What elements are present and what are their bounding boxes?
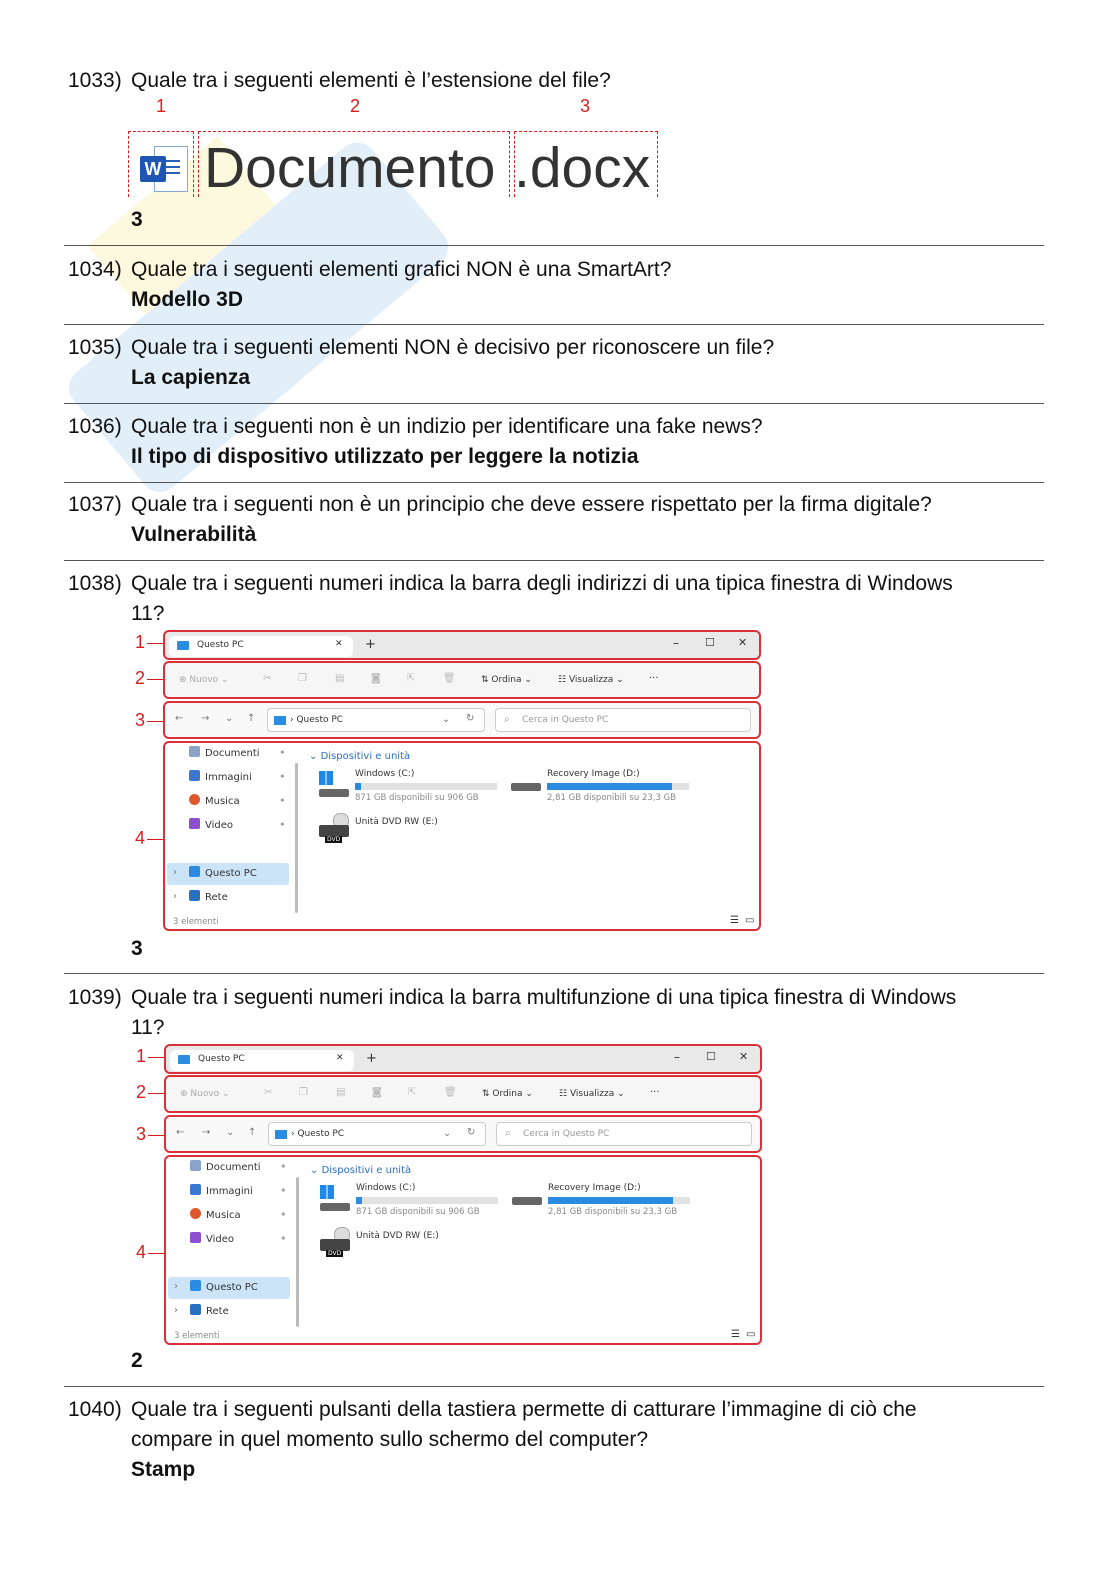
paste-icon[interactable]: ▤ <box>335 673 345 684</box>
sidebar-scrollbar[interactable] <box>295 763 298 913</box>
drive-icon <box>319 789 349 797</box>
section-header[interactable]: ⌄ Dispositivi e unità <box>309 751 411 762</box>
delete-icon[interactable]: 🗑 <box>444 1087 457 1098</box>
question-text-continued: compare in quel momento sullo schermo del computer? <box>131 1428 649 1451</box>
minimize-icon[interactable]: – <box>674 1050 680 1064</box>
question-text: Quale tra i seguenti non è un principio che deve essere rispettato per la firma digitale? <box>131 493 932 516</box>
file-extension: .docx <box>514 136 651 200</box>
sort-button[interactable]: ⇅ Ordina ⌄ <box>482 1089 533 1099</box>
figure-label-2: 2 <box>135 668 146 688</box>
ribbon-toolbar <box>163 661 761 699</box>
explorer-screenshot-figure <box>130 628 765 932</box>
status-bar-count: 3 elementi <box>174 1331 220 1341</box>
separator <box>64 482 1044 483</box>
answer: Modello 3D <box>131 288 244 311</box>
up-icon[interactable]: ↑ <box>248 1127 257 1138</box>
pin-icon: ✦ <box>279 772 286 781</box>
drive-icon <box>511 783 541 791</box>
answer: 3 <box>131 208 143 231</box>
question-text: Quale tra i seguenti elementi grafici NON è una SmartArt? <box>131 258 672 281</box>
back-icon[interactable]: ← <box>175 713 184 724</box>
separator <box>64 245 1044 246</box>
title-bar <box>164 1044 762 1074</box>
question-text: Quale tra i seguenti numeri indica la barra multifunzione di una tipica finestra di Windows <box>131 986 957 1009</box>
tiles-view-icon[interactable]: ▭ <box>745 915 755 926</box>
sidebar-item-documenti[interactable]: Documenti <box>189 744 260 764</box>
question-number: 1039) <box>68 986 122 1009</box>
expand-icon[interactable]: › <box>174 1305 178 1316</box>
up-icon[interactable]: ↑ <box>247 713 256 724</box>
monitor-icon <box>274 716 286 725</box>
search-icon: ⌕ <box>505 1128 511 1139</box>
sidebar-item-immagini[interactable]: Immagini <box>190 1182 253 1202</box>
figure-label-4: 4 <box>136 1242 147 1262</box>
view-button[interactable]: ☷ Visualizza ⌄ <box>559 1089 625 1099</box>
new-tab-icon[interactable]: + <box>365 637 376 652</box>
more-options-icon[interactable]: ··· <box>650 1087 660 1098</box>
question-text: Quale tra i seguenti elementi è l’estensione del file? <box>131 69 611 92</box>
storage-bar <box>356 1197 498 1204</box>
content-area <box>164 1155 762 1345</box>
question-text-continued: 11? <box>131 602 165 625</box>
question-text-continued: 11? <box>131 1016 165 1039</box>
close-tab-icon[interactable]: ✕ <box>336 1053 344 1063</box>
answer: 3 <box>131 937 143 960</box>
address-dropdown-icon[interactable]: ⌄ <box>443 1128 452 1139</box>
forward-icon[interactable]: → <box>202 1127 211 1138</box>
rename-icon[interactable]: ◙ <box>372 1087 382 1098</box>
copy-icon[interactable]: ❐ <box>299 1087 308 1098</box>
question-text: Quale tra i seguenti numeri indica la barra degli indirizzi di una tipica finestra di Windows <box>131 572 953 595</box>
pin-icon: ✦ <box>280 1234 287 1243</box>
expand-icon[interactable]: › <box>174 1281 178 1292</box>
figure-label-3: 3 <box>136 1124 147 1144</box>
question-text: Quale tra i seguenti pulsanti della tastiera permette di catturare l’immagine di ciò che <box>131 1398 917 1421</box>
more-options-icon[interactable]: ··· <box>649 673 659 684</box>
new-button[interactable]: ⊕ Nuovo ⌄ <box>180 1089 230 1099</box>
details-view-icon[interactable]: ☰ <box>731 1329 740 1340</box>
word-icon: W <box>138 146 188 192</box>
cut-icon[interactable]: ✂ <box>263 673 272 684</box>
refresh-icon[interactable]: ↻ <box>467 1127 476 1138</box>
pin-icon: ✦ <box>279 820 286 829</box>
pin-icon: ✦ <box>280 1210 287 1219</box>
cut-icon[interactable]: ✂ <box>264 1087 273 1098</box>
details-view-icon[interactable]: ☰ <box>730 915 739 926</box>
view-button[interactable]: ☷ Visualizza ⌄ <box>558 675 624 685</box>
back-icon[interactable]: ← <box>176 1127 185 1138</box>
sidebar-item-video[interactable]: Video <box>189 816 233 836</box>
drive-icon <box>512 1197 542 1205</box>
address-field[interactable]: › Questo PC ⌄ ↻ <box>267 708 485 732</box>
pin-icon: ✦ <box>280 1186 287 1195</box>
question-number: 1037) <box>68 493 122 516</box>
expand-icon[interactable]: › <box>173 867 177 878</box>
tab-label: Questo PC <box>197 640 244 650</box>
answer: 2 <box>131 1349 143 1372</box>
new-button[interactable]: ⊕ Nuovo ⌄ <box>179 675 229 685</box>
pin-icon: ✦ <box>280 1162 287 1171</box>
figure-label-2: 2 <box>136 1082 147 1102</box>
question-text: Quale tra i seguenti elementi NON è decisivo per riconoscere un file? <box>131 336 775 359</box>
sidebar-item-musica[interactable]: Musica <box>189 792 240 812</box>
tab-questo-pc[interactable] <box>170 1050 354 1071</box>
address-bar-row <box>163 701 761 739</box>
question-number: 1038) <box>68 572 122 595</box>
drive-windows-c[interactable]: Windows (C:) 871 GB disponibili su 906 GB <box>318 1181 508 1221</box>
refresh-icon[interactable]: ↻ <box>466 713 475 724</box>
maximize-icon[interactable]: ☐ <box>706 1050 716 1063</box>
storage-bar <box>547 783 689 790</box>
content-area <box>163 741 761 931</box>
tab-label: Questo PC <box>198 1054 245 1064</box>
separator <box>64 560 1044 561</box>
address-bar-row <box>164 1115 762 1153</box>
explorer-screenshot-figure <box>131 1042 766 1346</box>
figure-label-1: 1 <box>136 1046 147 1066</box>
figure-label-3: 3 <box>580 96 591 116</box>
sidebar-item-rete[interactable]: Rete <box>190 1302 229 1322</box>
tab-questo-pc[interactable] <box>169 636 353 657</box>
question-number: 1040) <box>68 1398 122 1421</box>
figure-label-1: 1 <box>156 96 167 116</box>
pin-icon: ✦ <box>279 796 286 805</box>
minimize-icon[interactable]: – <box>673 636 679 650</box>
drive-recovery-d[interactable]: Recovery Image (D:) 2,81 GB disponibili su 23,3 GB <box>509 767 709 807</box>
question-number: 1034) <box>68 258 122 281</box>
paste-icon[interactable]: ▤ <box>336 1087 346 1098</box>
sidebar-scrollbar[interactable] <box>296 1177 299 1327</box>
drive-recovery-d[interactable]: Recovery Image (D:) 2,81 GB disponibili su 23,3 GB <box>510 1181 710 1221</box>
figure-label-4: 4 <box>135 828 146 848</box>
close-window-icon[interactable]: ✕ <box>738 636 748 649</box>
monitor-icon <box>177 641 189 650</box>
sort-button[interactable]: ⇅ Ordina ⌄ <box>481 675 532 685</box>
section-header[interactable]: ⌄ Dispositivi e unità <box>310 1165 412 1176</box>
share-icon[interactable]: ⇱ <box>407 673 416 684</box>
search-input[interactable]: ⌕ Cerca in Questo PC <box>496 1122 752 1146</box>
maximize-icon[interactable]: ☐ <box>705 636 715 649</box>
windows-logo-icon <box>319 771 333 785</box>
monitor-icon <box>275 1130 287 1139</box>
new-tab-icon[interactable]: + <box>366 1051 377 1066</box>
sidebar-item-rete[interactable]: Rete <box>189 888 228 908</box>
separator <box>64 324 1044 325</box>
figure-label-3: 3 <box>135 710 146 730</box>
ribbon-toolbar <box>164 1075 762 1113</box>
close-tab-icon[interactable]: ✕ <box>335 639 343 649</box>
sidebar-item-documenti[interactable]: Documenti <box>190 1158 261 1178</box>
close-window-icon[interactable]: ✕ <box>739 1050 749 1063</box>
delete-icon[interactable]: 🗑 <box>443 673 456 684</box>
question-number: 1036) <box>68 415 122 438</box>
pin-icon: ✦ <box>279 748 286 757</box>
drive-dvd-e[interactable]: DVD Unità DVD RW (E:) <box>317 813 507 853</box>
address-field[interactable]: › Questo PC ⌄ ↻ <box>268 1122 486 1146</box>
tiles-view-icon[interactable]: ▭ <box>746 1329 756 1340</box>
storage-bar <box>548 1197 690 1204</box>
separator <box>64 1386 1044 1387</box>
sidebar-item-questo-pc[interactable]: Questo PC <box>189 864 257 884</box>
sidebar-item-questo-pc[interactable]: Questo PC <box>190 1278 258 1298</box>
rename-icon[interactable]: ◙ <box>371 673 381 684</box>
sidebar-item-musica[interactable]: Musica <box>190 1206 241 1226</box>
question-text: Quale tra i seguenti non è un indizio per identificare una fake news? <box>131 415 763 438</box>
answer: Il tipo di dispositivo utilizzato per leggere la notizia <box>131 445 639 468</box>
copy-icon[interactable]: ❐ <box>298 673 307 684</box>
file-name: Documento <box>204 136 496 200</box>
question-number: 1033) <box>68 69 122 92</box>
recent-icon[interactable]: ⌄ <box>226 1127 235 1138</box>
expand-icon[interactable]: › <box>173 891 177 902</box>
drive-windows-c[interactable]: Windows (C:) 871 GB disponibili su 906 GB <box>317 767 507 807</box>
monitor-icon <box>178 1055 190 1064</box>
search-input[interactable]: ⌕ Cerca in Questo PC <box>495 708 751 732</box>
recent-icon[interactable]: ⌄ <box>225 713 234 724</box>
title-bar <box>163 630 761 660</box>
storage-bar <box>355 783 497 790</box>
status-bar-count: 3 elementi <box>173 917 219 927</box>
separator <box>64 973 1044 974</box>
sidebar-item-immagini[interactable]: Immagini <box>189 768 252 788</box>
drive-dvd-e[interactable]: DVD Unità DVD RW (E:) <box>318 1227 508 1267</box>
answer: Vulnerabilità <box>131 523 257 546</box>
share-icon[interactable]: ⇱ <box>408 1087 417 1098</box>
sidebar-item-video[interactable]: Video <box>190 1230 234 1250</box>
separator <box>64 403 1044 404</box>
question-number: 1035) <box>68 336 122 359</box>
figure-label-2: 2 <box>350 96 361 116</box>
address-dropdown-icon[interactable]: ⌄ <box>442 714 451 725</box>
drive-icon <box>320 1203 350 1211</box>
search-icon: ⌕ <box>504 714 510 725</box>
windows-logo-icon <box>320 1185 334 1199</box>
answer: Stamp <box>131 1458 196 1481</box>
figure-label-1: 1 <box>135 632 146 652</box>
forward-icon[interactable]: → <box>201 713 210 724</box>
file-extension-figure <box>128 96 660 200</box>
answer: La capienza <box>131 366 251 389</box>
